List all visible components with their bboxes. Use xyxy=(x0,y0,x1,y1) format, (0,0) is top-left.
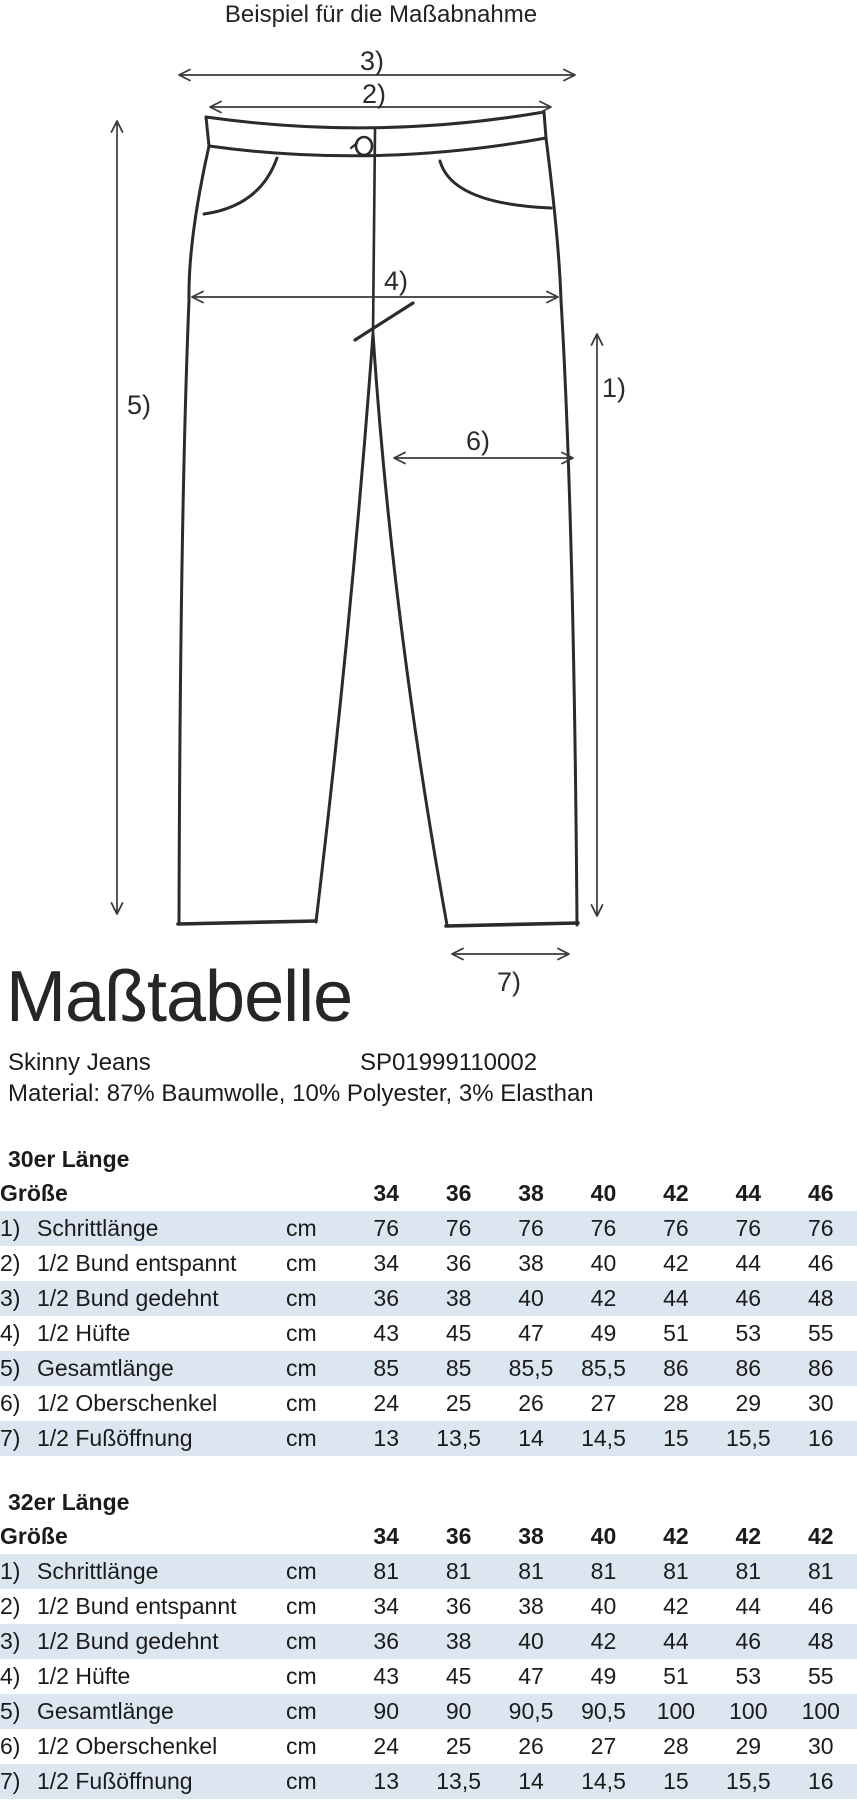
value-cell: 27 xyxy=(590,1390,617,1416)
size-col-header: 38 xyxy=(518,1180,544,1206)
value-cell: 24 xyxy=(373,1390,399,1416)
value-cell: 43 xyxy=(373,1663,399,1689)
value-cell: 46 xyxy=(735,1628,762,1654)
measurement-label-cell xyxy=(0,1554,286,1589)
table-heading: 30er Länge xyxy=(8,1146,130,1172)
value-cell: 49 xyxy=(590,1320,617,1346)
measurement-row xyxy=(0,1659,857,1694)
left-hem xyxy=(178,921,316,924)
value-cell: 36 xyxy=(445,1593,472,1619)
unit-cell: cm xyxy=(286,1425,317,1451)
value-cell: 76 xyxy=(663,1215,689,1241)
measurement-label-cell xyxy=(0,1246,286,1281)
value-cell: 76 xyxy=(373,1215,399,1241)
value-cell: 36 xyxy=(373,1628,399,1654)
value-cell: 40 xyxy=(518,1285,544,1311)
value-cell: 34 xyxy=(373,1250,399,1276)
table-heading: 32er Länge xyxy=(8,1489,130,1515)
value-cell: 48 xyxy=(807,1628,834,1654)
value-cell: 85 xyxy=(373,1355,399,1381)
unit-cell: cm xyxy=(286,1593,317,1619)
value-cell: 45 xyxy=(445,1663,472,1689)
row-label: 1/2 Oberschenkel xyxy=(37,1390,218,1416)
value-cell: 42 xyxy=(590,1628,617,1654)
value-cell: 90,5 xyxy=(508,1698,554,1724)
value-cell: 28 xyxy=(663,1733,689,1759)
size-table-32er xyxy=(0,1489,857,1799)
value-cell: 15 xyxy=(663,1768,689,1794)
value-cell: 90 xyxy=(373,1698,399,1724)
row-number: 1) xyxy=(0,1215,21,1241)
size-label: Größe xyxy=(0,1180,68,1206)
row-label: 1/2 Bund gedehnt xyxy=(37,1628,219,1654)
value-cell: 44 xyxy=(663,1285,689,1311)
measurement-row xyxy=(0,1421,857,1456)
measurement-row xyxy=(0,1386,857,1421)
waistband-top-edge xyxy=(206,112,544,128)
measurement-label-cell xyxy=(0,1211,286,1246)
value-cell: 76 xyxy=(735,1215,762,1241)
measurement-label-cell xyxy=(0,1764,286,1799)
value-cell: 49 xyxy=(590,1663,617,1689)
product-sku: SP01999110002 xyxy=(360,1049,538,1076)
label-7: 7) xyxy=(496,967,522,997)
value-cell: 55 xyxy=(807,1320,834,1346)
pants-drawing xyxy=(178,112,578,926)
size-col-header: 34 xyxy=(373,1523,399,1549)
value-cell: 27 xyxy=(590,1733,617,1759)
value-cell: 38 xyxy=(518,1593,544,1619)
right-pocket-curve xyxy=(440,161,551,208)
row-label: 1/2 Hüfte xyxy=(37,1663,131,1689)
value-cell: 42 xyxy=(663,1593,689,1619)
right-hem xyxy=(446,923,578,926)
value-cell: 44 xyxy=(735,1250,762,1276)
row-label: 1/2 Fußöffnung xyxy=(37,1768,193,1794)
measurement-label-cell xyxy=(0,1351,286,1386)
row-label: 1/2 Bund entspannt xyxy=(37,1250,237,1276)
value-cell: 81 xyxy=(735,1558,762,1584)
value-cell: 14,5 xyxy=(581,1768,626,1794)
size-col-header: 42 xyxy=(807,1523,834,1549)
measurement-label-cell xyxy=(0,1589,286,1624)
value-cell: 15,5 xyxy=(725,1768,771,1794)
row-label: Gesamtlänge xyxy=(37,1355,174,1381)
value-cell: 25 xyxy=(445,1390,472,1416)
value-cell: 13 xyxy=(373,1768,399,1794)
value-cell: 42 xyxy=(590,1285,617,1311)
measurement-label-cell xyxy=(0,1624,286,1659)
value-cell: 55 xyxy=(807,1663,834,1689)
right-inseam xyxy=(373,334,447,925)
value-cell: 40 xyxy=(590,1593,617,1619)
row-number: 6) xyxy=(0,1390,21,1416)
value-cell: 42 xyxy=(663,1250,689,1276)
unit-header-spacer xyxy=(286,1176,350,1211)
size-table xyxy=(0,1176,857,1456)
value-cell: 81 xyxy=(590,1558,617,1584)
value-cell: 76 xyxy=(518,1215,544,1241)
value-cell: 90,5 xyxy=(581,1698,626,1724)
value-cell: 51 xyxy=(663,1663,689,1689)
size-col-header: 34 xyxy=(373,1180,399,1206)
value-cell: 46 xyxy=(807,1593,834,1619)
size-col-header: 46 xyxy=(807,1180,834,1206)
value-cell: 100 xyxy=(801,1698,840,1724)
value-cell: 81 xyxy=(445,1558,472,1584)
unit-cell: cm xyxy=(286,1320,317,1346)
value-cell: 34 xyxy=(373,1593,399,1619)
value-cell: 26 xyxy=(518,1733,544,1759)
left-inseam xyxy=(316,334,373,922)
product-line xyxy=(8,1049,848,1077)
row-number: 2) xyxy=(0,1593,21,1619)
size-header-row xyxy=(0,1176,857,1211)
right-outseam xyxy=(546,138,577,925)
row-label: Gesamtlänge xyxy=(37,1698,174,1724)
value-cell: 45 xyxy=(445,1320,472,1346)
value-cell: 86 xyxy=(735,1355,762,1381)
value-cell: 16 xyxy=(807,1425,834,1451)
value-cell: 90 xyxy=(445,1698,472,1724)
value-cell: 26 xyxy=(518,1390,544,1416)
unit-cell: cm xyxy=(286,1768,317,1794)
waistband-bottom-edge xyxy=(209,138,546,156)
value-cell: 53 xyxy=(735,1663,762,1689)
row-label: 1/2 Hüfte xyxy=(37,1320,131,1346)
row-number: 3) xyxy=(0,1285,21,1311)
value-cell: 85,5 xyxy=(581,1355,626,1381)
value-cell: 81 xyxy=(518,1558,544,1584)
unit-cell: cm xyxy=(286,1698,317,1724)
value-cell: 44 xyxy=(663,1628,689,1654)
row-number: 5) xyxy=(0,1355,21,1381)
value-cell: 38 xyxy=(518,1250,544,1276)
value-cell: 43 xyxy=(373,1320,399,1346)
label-3: 3) xyxy=(359,46,385,76)
material-line: Material: 87% Baumwolle, 10% Polyester, 3% Elasthan xyxy=(8,1080,594,1107)
value-cell: 46 xyxy=(735,1285,762,1311)
label-6: 6) xyxy=(465,426,491,456)
left-pocket-curve xyxy=(204,158,277,214)
value-cell: 29 xyxy=(735,1733,762,1759)
value-cell: 36 xyxy=(373,1285,399,1311)
value-cell: 44 xyxy=(735,1593,762,1619)
measurement-row xyxy=(0,1246,857,1281)
size-col-header: 44 xyxy=(735,1180,762,1206)
row-number: 1) xyxy=(0,1558,21,1584)
value-cell: 100 xyxy=(729,1698,768,1724)
value-cell: 38 xyxy=(445,1285,472,1311)
value-cell: 100 xyxy=(656,1698,696,1724)
value-cell: 76 xyxy=(590,1215,617,1241)
label-2: 2) xyxy=(361,79,387,109)
measurement-row xyxy=(0,1624,857,1659)
value-cell: 13,5 xyxy=(436,1425,482,1451)
row-number: 2) xyxy=(0,1250,21,1276)
row-number: 7) xyxy=(0,1425,21,1451)
row-label: Schrittlänge xyxy=(37,1215,159,1241)
value-cell: 47 xyxy=(518,1663,544,1689)
row-number: 4) xyxy=(0,1663,21,1689)
waistband-right-edge xyxy=(544,112,546,138)
measurement-row xyxy=(0,1211,857,1246)
measurement-row xyxy=(0,1729,857,1764)
unit-cell: cm xyxy=(286,1628,317,1654)
value-cell: 47 xyxy=(518,1320,544,1346)
value-cell: 46 xyxy=(807,1250,834,1276)
value-cell: 28 xyxy=(663,1390,689,1416)
value-cell: 86 xyxy=(807,1355,834,1381)
measurement-label-cell xyxy=(0,1421,286,1456)
unit-cell: cm xyxy=(286,1558,317,1584)
measurement-label-cell xyxy=(0,1386,286,1421)
value-cell: 36 xyxy=(445,1250,472,1276)
value-cell: 81 xyxy=(807,1558,834,1584)
crotch-slash-mark xyxy=(355,303,413,340)
value-cell: 51 xyxy=(663,1320,689,1346)
size-col-header: 38 xyxy=(518,1523,544,1549)
left-outseam xyxy=(179,146,209,924)
unit-cell: cm xyxy=(286,1733,317,1759)
waistband-left-edge xyxy=(206,117,209,146)
size-table-30er xyxy=(0,1146,857,1456)
unit-cell: cm xyxy=(286,1663,317,1689)
fly-center-line xyxy=(373,130,375,334)
value-cell: 30 xyxy=(807,1733,834,1759)
value-cell: 13 xyxy=(373,1425,399,1451)
value-cell: 40 xyxy=(518,1628,544,1654)
value-cell: 86 xyxy=(663,1355,689,1381)
measurement-label-cell xyxy=(0,1729,286,1764)
value-cell: 53 xyxy=(735,1320,762,1346)
size-col-header: 42 xyxy=(663,1180,689,1206)
measurement-label-cell xyxy=(0,1281,286,1316)
size-col-header: 36 xyxy=(445,1180,472,1206)
value-cell: 29 xyxy=(735,1390,762,1416)
value-cell: 15 xyxy=(663,1425,689,1451)
row-label: Schrittlänge xyxy=(37,1558,159,1584)
size-header-row xyxy=(0,1519,857,1554)
value-cell: 30 xyxy=(807,1390,834,1416)
value-cell: 13,5 xyxy=(436,1768,482,1794)
row-label: 1/2 Bund entspannt xyxy=(37,1593,237,1619)
value-cell: 85 xyxy=(445,1355,472,1381)
unit-cell: cm xyxy=(286,1215,317,1241)
button-icon xyxy=(356,137,372,155)
row-number: 4) xyxy=(0,1320,21,1346)
value-cell: 16 xyxy=(807,1768,834,1794)
measurement-label-cell xyxy=(0,1694,286,1729)
size-col-header: 36 xyxy=(445,1523,472,1549)
product-name: Skinny Jeans xyxy=(8,1049,151,1076)
row-number: 6) xyxy=(0,1733,21,1759)
value-cell: 40 xyxy=(590,1250,617,1276)
row-label: 1/2 Fußöffnung xyxy=(37,1425,193,1451)
row-number: 5) xyxy=(0,1698,21,1724)
unit-cell: cm xyxy=(286,1390,317,1416)
unit-cell: cm xyxy=(286,1250,317,1276)
unit-cell: cm xyxy=(286,1285,317,1311)
label-5: 5) xyxy=(126,390,152,420)
row-number: 3) xyxy=(0,1628,21,1654)
row-label: 1/2 Oberschenkel xyxy=(37,1733,218,1759)
value-cell: 38 xyxy=(445,1628,472,1654)
measurement-row xyxy=(0,1554,857,1589)
measurement-label-cell xyxy=(0,1316,286,1351)
measurement-row xyxy=(0,1351,857,1386)
value-cell: 14,5 xyxy=(581,1425,626,1451)
value-cell: 85,5 xyxy=(508,1355,554,1381)
unit-header-spacer xyxy=(286,1519,350,1554)
size-table xyxy=(0,1519,857,1799)
value-cell: 24 xyxy=(373,1733,399,1759)
measurement-label-cell xyxy=(0,1659,286,1694)
size-col-header: 40 xyxy=(590,1523,617,1549)
page-title: Beispiel für die Maßabnahme xyxy=(224,1,538,28)
row-label: 1/2 Bund gedehnt xyxy=(37,1285,219,1311)
measurement-row xyxy=(0,1589,857,1624)
measurement-row xyxy=(0,1764,857,1799)
section-heading: Maßtabelle xyxy=(6,957,353,1037)
value-cell: 25 xyxy=(445,1733,472,1759)
unit-cell: cm xyxy=(286,1355,317,1381)
row-number: 7) xyxy=(0,1768,21,1794)
measurement-row xyxy=(0,1281,857,1316)
measurement-row xyxy=(0,1316,857,1351)
value-cell: 81 xyxy=(663,1558,689,1584)
value-cell: 48 xyxy=(807,1285,834,1311)
label-1: 1) xyxy=(601,373,627,403)
size-col-header: 40 xyxy=(590,1180,617,1206)
value-cell: 15,5 xyxy=(725,1425,771,1451)
value-cell: 81 xyxy=(373,1558,399,1584)
measurement-row xyxy=(0,1694,857,1729)
value-cell: 76 xyxy=(807,1215,834,1241)
label-4: 4) xyxy=(383,266,409,296)
size-label: Größe xyxy=(0,1523,68,1549)
value-cell: 76 xyxy=(445,1215,472,1241)
value-cell: 14 xyxy=(518,1768,544,1794)
size-col-header: 42 xyxy=(735,1523,762,1549)
value-cell: 14 xyxy=(518,1425,544,1451)
size-col-header: 42 xyxy=(663,1523,689,1549)
